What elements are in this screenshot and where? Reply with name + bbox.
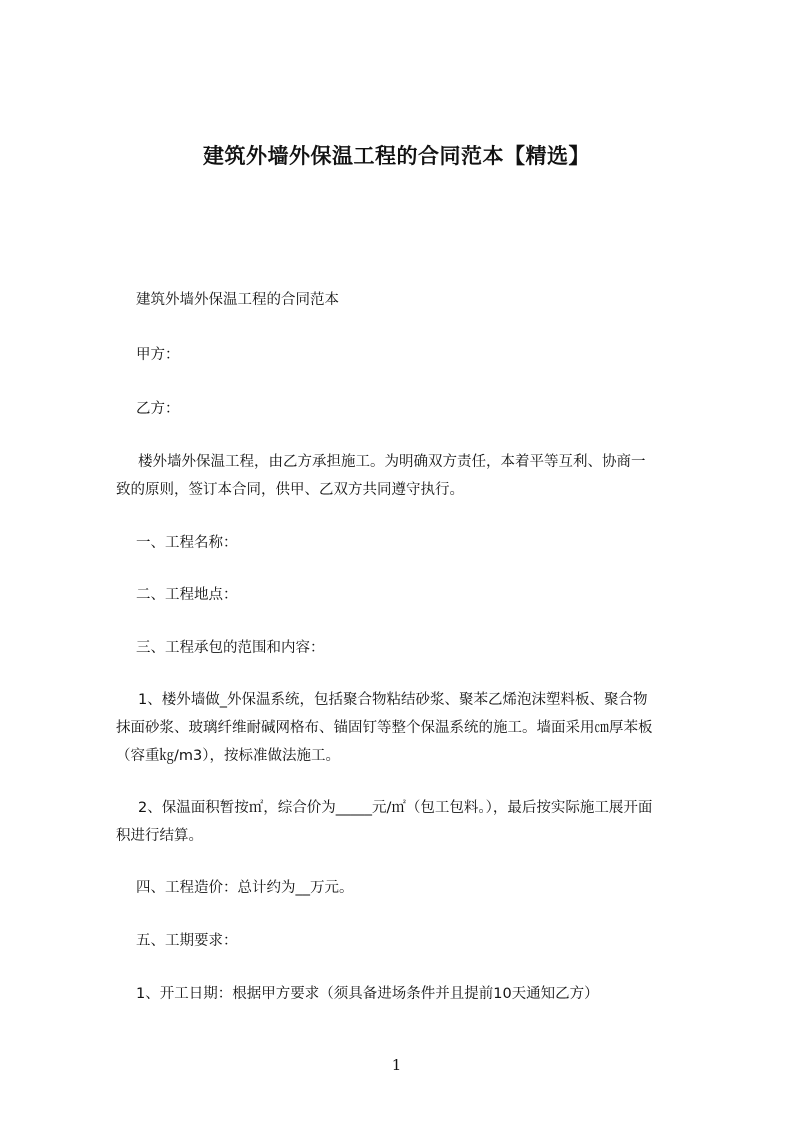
document-title: 建筑外墙外保温工程的合同范本【精选】 (203, 144, 590, 168)
intro-line-2: 致的原则，签订本合同，供甲、乙双方共同遵守执行。 (116, 482, 464, 498)
party-b-label: 乙方： (136, 401, 180, 417)
section-project-name: 一、工程名称： (136, 535, 238, 551)
intro-line-1: 楼外墙外保温工程，由乙方承担施工。为明确双方责任，本着平等互利、协商一 (138, 454, 646, 470)
scope-item-2 (116, 794, 716, 850)
section-scope: 三、工程承包的范围和内容： (136, 640, 325, 656)
section-schedule: 五、工期要求： (136, 933, 238, 949)
scope-item-1-line-1: 1、楼外墙做_外保温系统，包括聚合物粘结砂浆、聚苯乙烯泡沫塑料板、聚合物 (138, 692, 648, 708)
party-a-label: 甲方： (136, 347, 180, 363)
scope-item-1-line-2: 抹面砂浆、玻璃纤维耐碱网格布、锚固钉等整个保温系统的施工。墙面采用㎝厚苯板 (116, 720, 653, 736)
page-number: 1 (391, 1056, 402, 1074)
scope-item-1-line-3: （容重㎏/m3），按标准做法施工。 (116, 748, 340, 764)
section-project-location: 二、工程地点： (136, 587, 238, 603)
scope-item-2-line-1: 2、保温面积暂按㎡，综合价为_____元/㎡（包工包料。），最后按实际施工展开面 (138, 800, 653, 816)
section-cost: 四、工程造价：总计约为__万元。 (136, 880, 354, 896)
schedule-item-1: 1、开工日期：根据甲方要求（须具备进场条件并且提前10天通知乙方） (136, 986, 599, 1002)
contract-subtitle: 建筑外墙外保温工程的合同范本 (136, 292, 339, 308)
scope-item-1 (116, 686, 716, 770)
intro-paragraph (116, 448, 716, 504)
scope-item-2-line-2: 积进行结算。 (116, 828, 203, 844)
